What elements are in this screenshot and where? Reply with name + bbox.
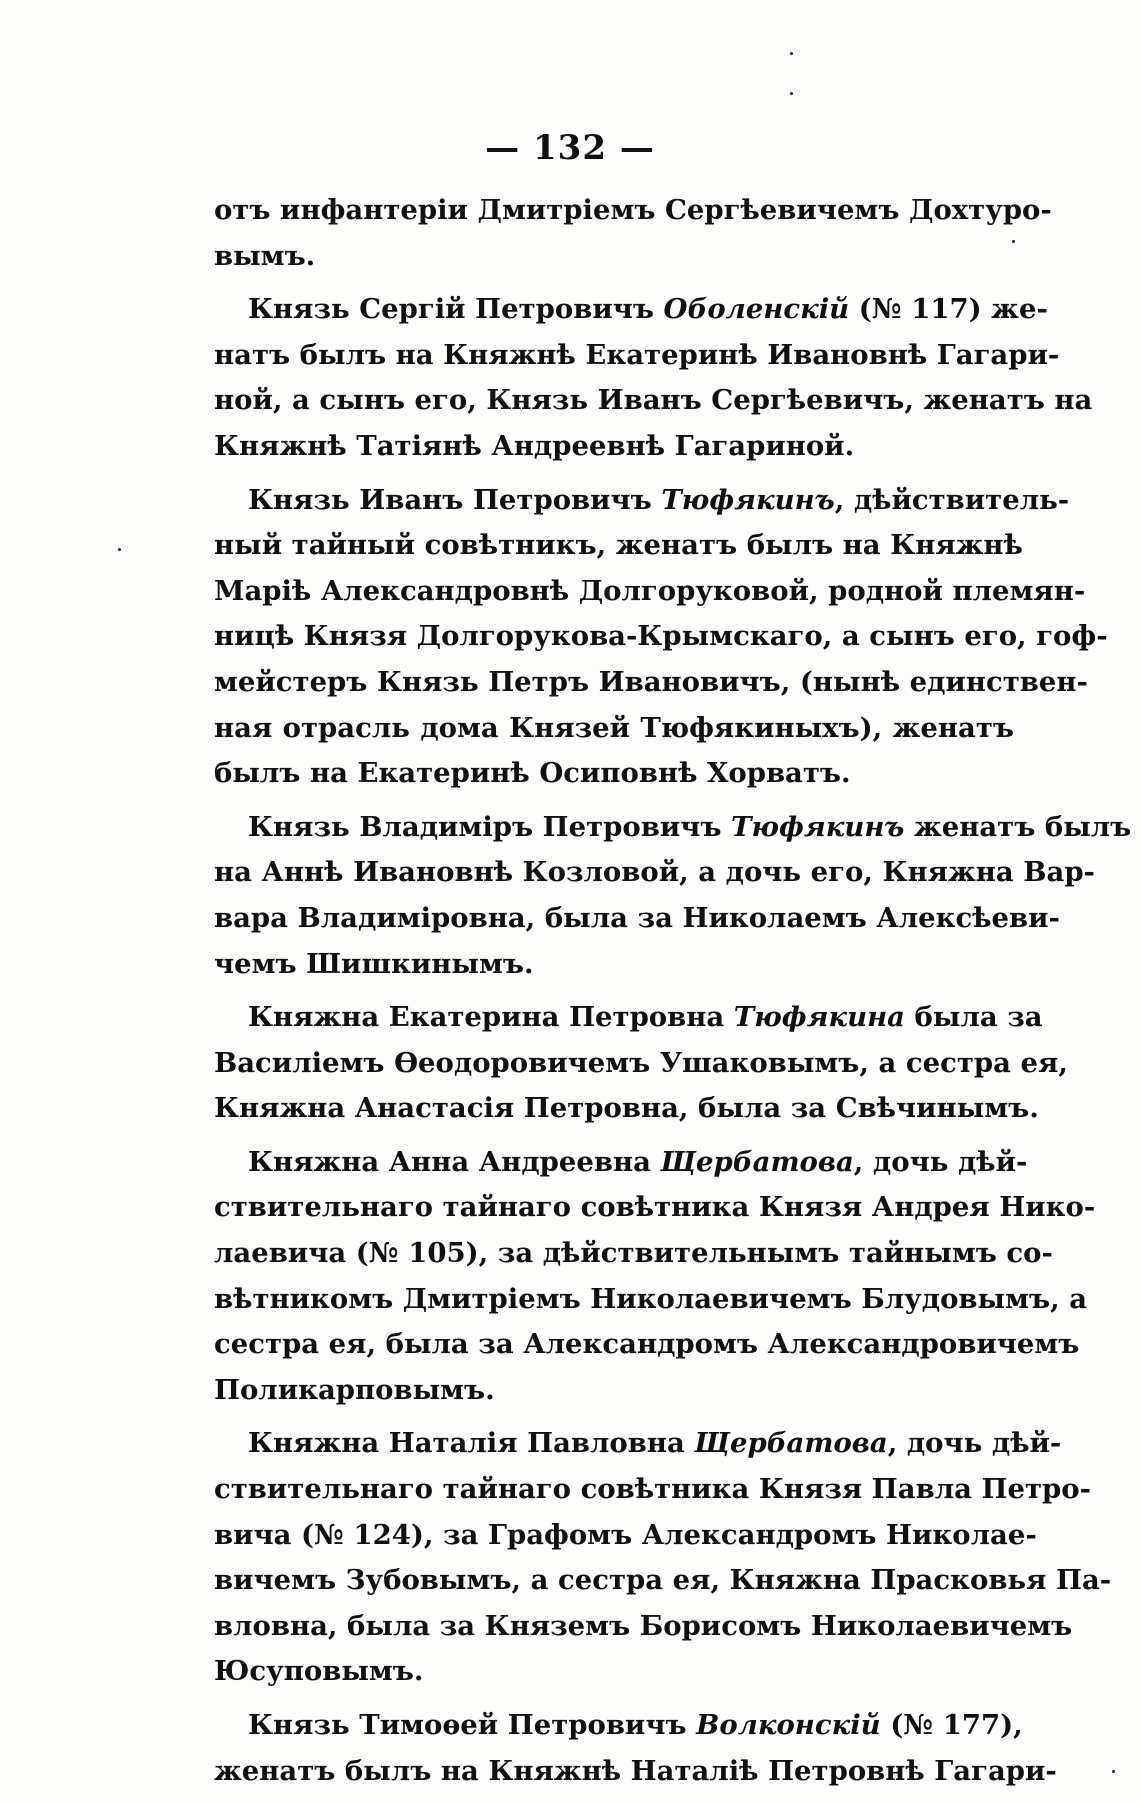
paragraph bbox=[214, 1703, 1057, 1794]
text-run: вичемъ Зубовымъ, а сестра ея, Княжна Прасковья Па- bbox=[214, 1564, 1112, 1597]
text-line bbox=[214, 1185, 1096, 1231]
paragraph bbox=[214, 805, 1132, 987]
text-line bbox=[214, 805, 1132, 851]
text-run: лаевича (№ 105), за дѣйствительнымъ тайнымъ со- bbox=[214, 1237, 1053, 1270]
text-line bbox=[214, 523, 1023, 569]
text-run: Тюфякина bbox=[733, 1001, 905, 1034]
paragraph bbox=[214, 1140, 1096, 1414]
text-line bbox=[214, 378, 1093, 424]
scan-speck bbox=[1012, 240, 1015, 243]
text-run: (№ 117) же- bbox=[849, 293, 1048, 326]
text-line bbox=[214, 1277, 1088, 1323]
text-line bbox=[214, 287, 1048, 333]
text-line bbox=[214, 333, 1060, 379]
text-line bbox=[214, 1467, 1091, 1513]
paragraph bbox=[214, 188, 1052, 279]
text-run: Князь Владиміръ Петровичъ bbox=[248, 810, 732, 843]
text-run: Волконскій bbox=[696, 1709, 881, 1741]
text-run: Княжна Анна Андреевна bbox=[248, 1145, 661, 1178]
text-run: натъ былъ на Княжнѣ Екатеринѣ Ивановнѣ Гагари- bbox=[214, 338, 1060, 371]
text-run: Щербатова bbox=[694, 1427, 888, 1460]
text-line bbox=[214, 478, 1070, 524]
paragraph bbox=[214, 478, 1108, 797]
text-line bbox=[214, 424, 1014, 470]
scan-speck bbox=[118, 548, 121, 551]
text-run: вѣтникомъ Дмитріемъ Николаевичемъ Блудовымъ, а bbox=[214, 1282, 1088, 1315]
text-run: вича (№ 124), за Графомъ Александромъ Николае- bbox=[214, 1518, 1037, 1551]
text-line bbox=[214, 1649, 1014, 1695]
text-line bbox=[214, 1421, 1062, 1467]
text-run: Княжна Екатерина Петровна bbox=[248, 1001, 734, 1034]
text-run: Тюфякинъ bbox=[661, 483, 835, 516]
text-run: , дочь дѣй- bbox=[853, 1145, 1028, 1178]
scan-speck bbox=[790, 52, 793, 55]
body-text bbox=[214, 188, 1132, 1802]
scan-speck bbox=[1112, 1770, 1115, 1773]
text-run: вара Владиміровна, была за Николаемъ Алексѣеви- bbox=[214, 901, 1060, 934]
text-run: ствительнаго тайнаго совѣтника Князя Павла Петро- bbox=[214, 1473, 1091, 1506]
text-line bbox=[214, 995, 1043, 1041]
text-run: ной, а сынъ его, Князь Иванъ Сергѣевичъ, женатъ на bbox=[214, 384, 1093, 417]
text-line bbox=[214, 1558, 1112, 1604]
text-run: Маріѣ Александровнѣ Долгоруковой, родной племян- bbox=[214, 574, 1086, 607]
text-run: была за bbox=[904, 1001, 1043, 1034]
text-line bbox=[214, 1513, 1037, 1559]
text-run: Княжнѣ Татіянѣ Андреевнѣ Гагариной. bbox=[214, 429, 855, 462]
paragraph bbox=[214, 1421, 1112, 1695]
text-run: вловна, была за Княземъ Борисомъ Николаевичемъ bbox=[214, 1609, 1073, 1642]
text-line bbox=[214, 1703, 1023, 1749]
text-run: , дочь дѣй- bbox=[887, 1427, 1062, 1460]
text-line bbox=[214, 1041, 1068, 1087]
text-line bbox=[214, 942, 1014, 988]
text-line bbox=[214, 569, 1086, 615]
text-line bbox=[214, 850, 1095, 896]
text-run: Щербатова bbox=[660, 1145, 854, 1178]
text-run: Князь Сергій Петровичъ bbox=[248, 293, 664, 326]
text-run: женатъ былъ bbox=[904, 810, 1132, 843]
text-line bbox=[214, 614, 1108, 660]
text-run: Княжна Наталія Павловна bbox=[248, 1427, 695, 1460]
text-line bbox=[214, 1231, 1053, 1277]
page-number: — 132 — bbox=[485, 128, 655, 168]
text-line bbox=[214, 1368, 1014, 1414]
text-run: (№ 177), bbox=[880, 1709, 1023, 1741]
text-line bbox=[214, 1140, 1028, 1186]
text-run: вымъ. bbox=[214, 239, 316, 272]
text-run: Василіемъ Ѳеодоровичемъ Ушаковымъ, а сестра ея, bbox=[214, 1046, 1068, 1079]
text-run: на Аннѣ Ивановнѣ Козловой, а дочь его, Княжна Вар- bbox=[214, 856, 1095, 889]
text-run: , дѣйствитель- bbox=[834, 483, 1070, 516]
text-line bbox=[214, 751, 1014, 797]
text-run: ствительнаго тайнаго совѣтника Князя Андрея Нико- bbox=[214, 1191, 1096, 1224]
text-run: ная отрасль дома Князей Тюфякиныхъ), женатъ bbox=[214, 711, 1014, 744]
text-run: мейстеръ Князь Петръ Ивановичъ, (нынѣ единствен- bbox=[214, 665, 1088, 698]
scan-speck bbox=[790, 92, 793, 95]
text-line bbox=[214, 1604, 1073, 1650]
text-line bbox=[214, 660, 1088, 706]
text-run: Князь Тимоѳей Петровичъ bbox=[248, 1709, 697, 1741]
text-run: Тюфякинъ bbox=[731, 810, 905, 843]
text-run: ный тайный совѣтникъ, женатъ былъ на Княжнѣ bbox=[214, 529, 1023, 562]
text-line bbox=[214, 1749, 1057, 1795]
text-run: сестра ея, была за Александромъ Александровичемъ bbox=[214, 1328, 1080, 1361]
text-line bbox=[214, 896, 1060, 942]
text-run: Князь Иванъ Петровичъ bbox=[248, 483, 662, 516]
paragraph bbox=[214, 995, 1068, 1132]
text-run: Поликарповымъ. bbox=[214, 1373, 495, 1406]
paragraph bbox=[214, 287, 1093, 469]
text-run: Княжна Анастасія Петровна, была за Свѣчинымъ. bbox=[214, 1092, 1039, 1125]
text-line bbox=[214, 706, 1014, 752]
text-line bbox=[214, 1086, 1039, 1132]
text-run: былъ на Екатеринѣ Осиповнѣ Хорватъ. bbox=[214, 757, 851, 790]
text-run: Оболенскій bbox=[663, 293, 850, 326]
text-run: чемъ Шишкинымъ. bbox=[214, 947, 534, 980]
text-run: ницѣ Князя Долгорукова-Крымскаго, а сынъ его, гоф- bbox=[214, 620, 1108, 653]
text-run: отъ инфантеріи Дмитріемъ Сергѣевичемъ Дохтуро- bbox=[214, 194, 1052, 226]
text-line bbox=[214, 188, 1052, 234]
text-line bbox=[214, 234, 1014, 280]
text-line bbox=[214, 1322, 1080, 1368]
text-run: женатъ былъ на Княжнѣ Наталіѣ Петровнѣ Гагари- bbox=[214, 1754, 1057, 1787]
text-run: Юсуповымъ. bbox=[214, 1655, 424, 1688]
